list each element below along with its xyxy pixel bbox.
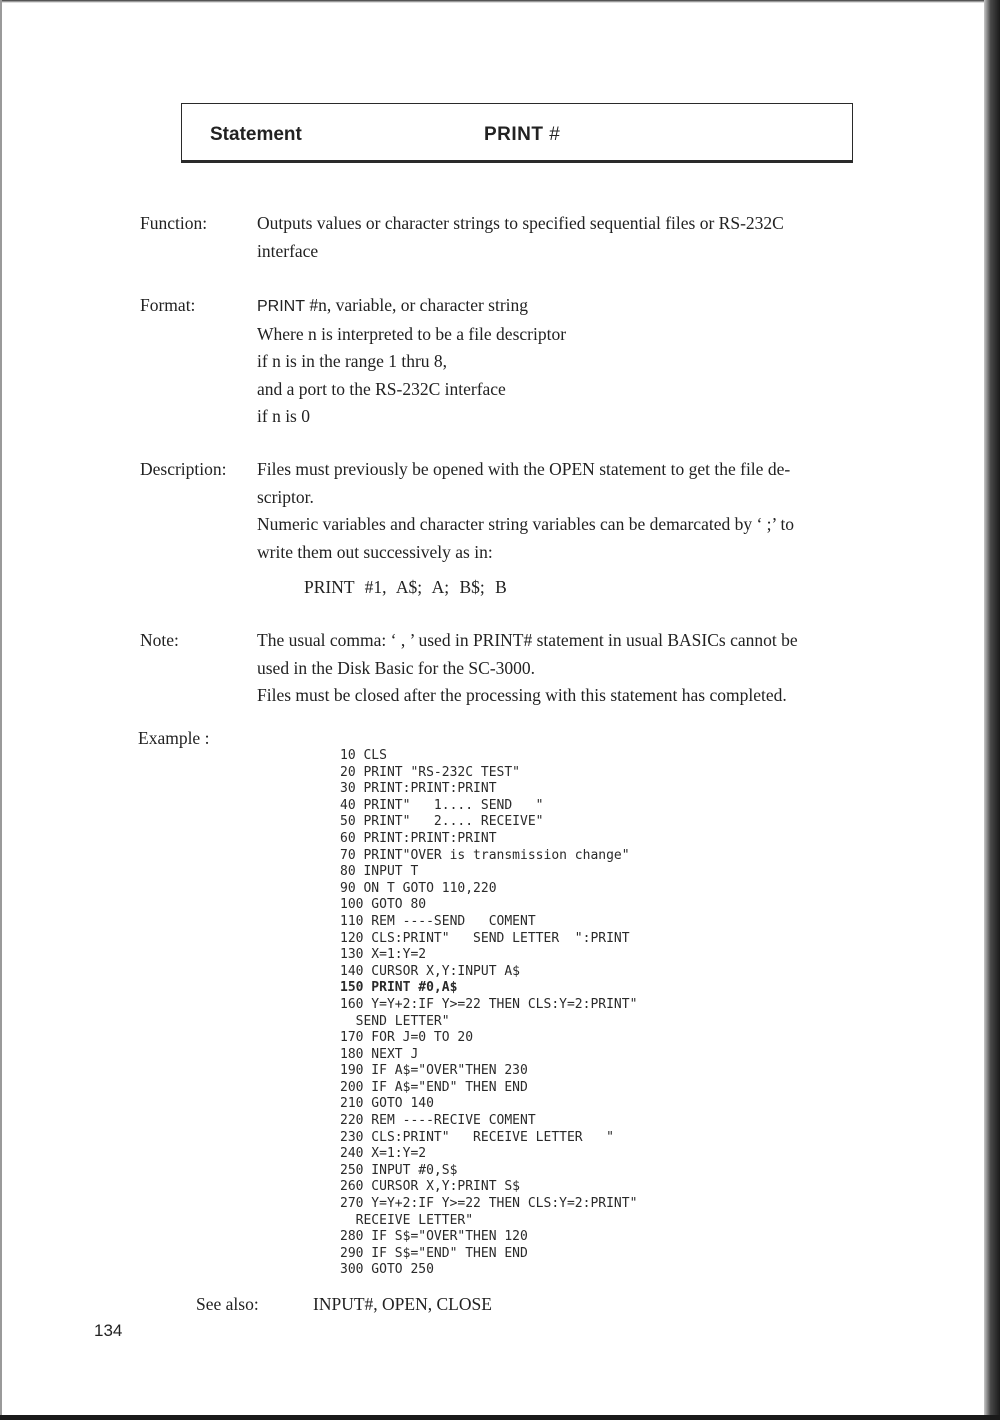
code-line: 160 Y=Y+2:IF Y>=22 THEN CLS:Y=2:PRINT": [340, 996, 638, 1012]
code-line: 120 CLS:PRINT" SEND LETTER ":PRINT: [340, 930, 630, 946]
code-line: 10 CLS: [340, 748, 387, 763]
format-line-2: if n is in the range 1 thru 8,: [257, 351, 448, 371]
code-line: 130 X=1:Y=2: [340, 947, 427, 963]
code-line: 70 PRINT"OVER is transmission change": [340, 847, 630, 863]
page-edge-top: [0, 0, 1000, 3]
format-line-4: if n is 0: [257, 406, 310, 426]
code-line: 40 PRINT" 1.... SEND ": [340, 797, 544, 813]
code-line: 270 Y=Y+2:IF Y>=22 THEN CLS:Y=2:PRINT": [340, 1196, 638, 1212]
example-code-listing: [340, 748, 637, 1279]
statement-keyword: PRINT: [484, 124, 544, 145]
format-line-3: and a port to the RS-232C interface: [257, 378, 506, 399]
code-line: 110 REM ----SEND COMENT: [340, 913, 536, 929]
statement-header-box: [181, 103, 853, 161]
format-syntax: [257, 292, 889, 321]
note-body: [257, 627, 889, 710]
code-line: 140 CURSOR X,Y:INPUT A$: [340, 963, 521, 979]
format-syntax-rest: #n, variable, or character string: [305, 295, 529, 315]
see-also-value: INPUT#, OPEN, CLOSE: [313, 1294, 492, 1314]
code-line: 90 ON T GOTO 110,220: [340, 880, 497, 896]
format-label: Format:: [140, 295, 196, 315]
description-line-4: write them out successively as in:: [257, 541, 493, 562]
code-line: 300 GOTO 250: [340, 1262, 434, 1278]
box-underline: [181, 161, 853, 163]
function-body: [257, 210, 889, 265]
code-line: 280 IF S$="OVER"THEN 120: [340, 1229, 528, 1245]
description-code-example: PRINT #1, A$; A; B$; B: [304, 577, 507, 597]
description-line-1: Files must previously be opened with the OPEN statement to get the file de-: [257, 459, 791, 479]
code-line: 210 GOTO 140: [340, 1096, 434, 1112]
description-body: [257, 456, 889, 602]
example-label: Example :: [138, 728, 210, 748]
note-line-1: The usual comma: ‘ , ’ used in PRINT# statement in usual BASICs cannot be: [257, 630, 798, 650]
code-line: 30 PRINT:PRINT:PRINT: [340, 781, 497, 797]
description-line-3: Numeric variables and character string variables can be demarcated by ‘ ;’ to: [257, 514, 795, 534]
function-line-1: Outputs values or character strings to specified sequential files or RS-232C: [257, 213, 784, 233]
note-line-3: Files must be closed after the processing with this statement has completed.: [257, 685, 787, 705]
code-line: 170 FOR J=0 TO 20: [340, 1030, 474, 1046]
statement-name: [484, 124, 560, 146]
see-also-label: See also:: [196, 1294, 259, 1314]
code-line: 200 IF A$="END" THEN END: [340, 1079, 528, 1095]
code-line: RECEIVE LETTER": [340, 1212, 474, 1228]
code-line: 60 PRINT:PRINT:PRINT: [340, 830, 497, 846]
format-body: [257, 292, 889, 431]
format-keyword: PRINT: [257, 298, 305, 315]
page-edge-bottom: [0, 1415, 1000, 1420]
code-line: 100 GOTO 80: [340, 897, 427, 913]
statement-label: Statement: [210, 124, 302, 145]
code-line: SEND LETTER": [340, 1013, 450, 1029]
code-line: 20 PRINT "RS-232C TEST": [340, 764, 521, 780]
format-line-1: Where n is interpreted to be a file descriptor: [257, 323, 567, 344]
note-line-2: used in the Disk Basic for the SC-3000.: [257, 657, 536, 678]
code-line: 220 REM ----RECIVE COMENT: [340, 1113, 536, 1129]
note-label: Note:: [140, 630, 179, 650]
code-line: 80 INPUT T: [340, 864, 419, 880]
code-line: 240 X=1:Y=2: [340, 1146, 427, 1162]
statement-hash: #: [549, 124, 561, 145]
code-line: 260 CURSOR X,Y:PRINT S$: [340, 1179, 521, 1195]
function-line-2: interface: [257, 240, 319, 261]
code-line: 290 IF S$="END" THEN END: [340, 1245, 528, 1261]
page-edge-left: [0, 0, 2, 1420]
code-line: 190 IF A$="OVER"THEN 230: [340, 1063, 528, 1079]
code-line: 230 CLS:PRINT" RECEIVE LETTER ": [340, 1129, 614, 1145]
code-line: 250 INPUT #0,S$: [340, 1162, 458, 1178]
description-label: Description:: [140, 459, 227, 479]
page-number: 134: [94, 1321, 123, 1340]
code-line: 180 NEXT J: [340, 1046, 419, 1062]
description-line-2: scriptor.: [257, 486, 314, 507]
code-line-highlighted: 150 PRINT #0,A$: [340, 980, 458, 996]
page-edge-right: [984, 0, 1000, 1420]
code-line: 50 PRINT" 2.... RECEIVE": [340, 814, 544, 830]
function-label: Function:: [140, 213, 208, 233]
